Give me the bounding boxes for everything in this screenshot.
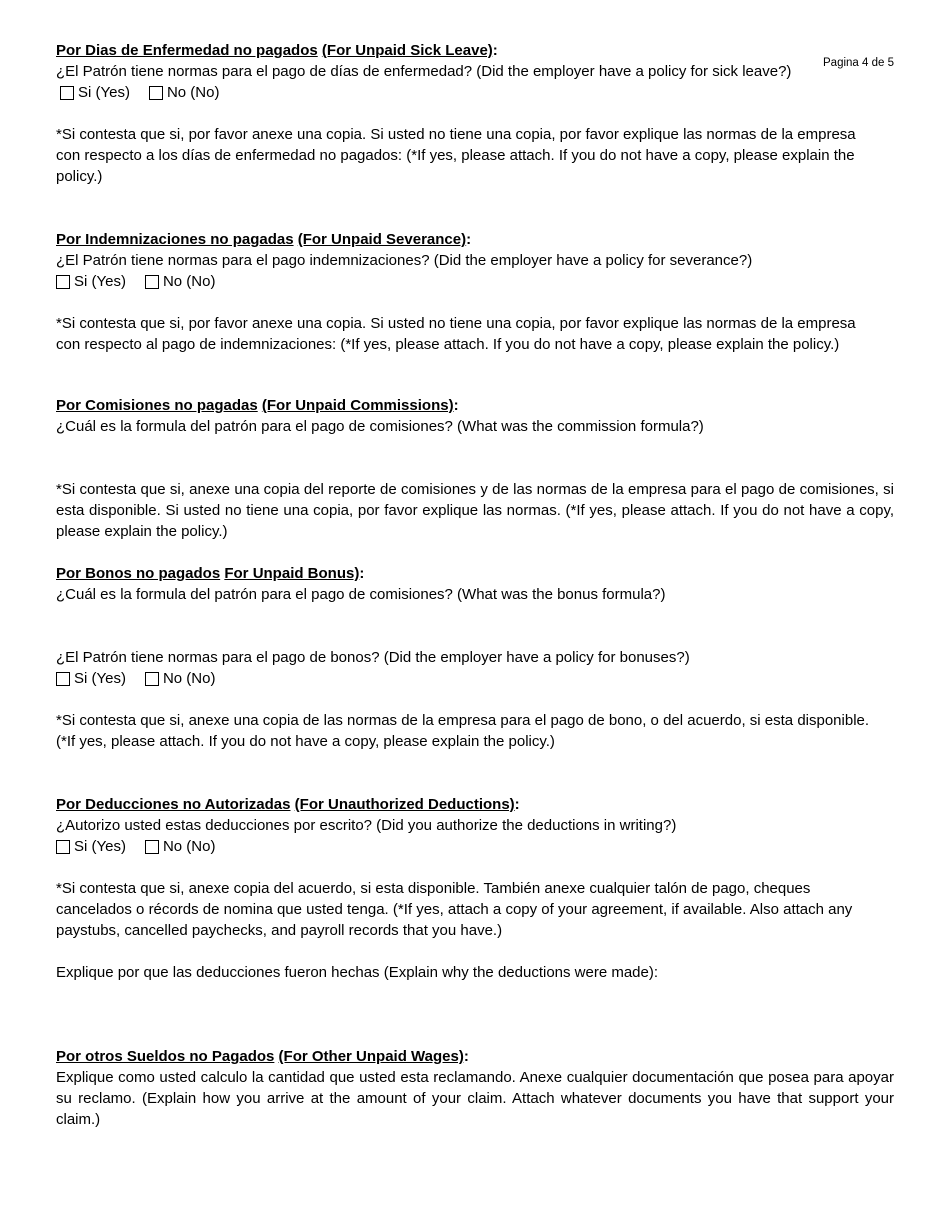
sick-leave-no-option[interactable] [149, 82, 220, 103]
sick-leave-no-checkbox[interactable] [149, 86, 163, 100]
commissions-heading: Por Comisiones no pagadas (For Unpaid Commissions): [56, 397, 459, 414]
deductions-heading-es: Por Deducciones no Autorizadas [56, 796, 291, 813]
bonus-no-label: No (No) [162, 670, 216, 687]
sick-leave-heading: Por Dias de Enfermedad no pagados (For Unpaid Sick Leave): [56, 42, 498, 59]
deductions-options [56, 836, 894, 857]
bonus-question-2: ¿El Patrón tiene normas para el pago de bonos? (Did the employer have a policy for bonuses?) [56, 649, 690, 666]
deductions-no-label: No (No) [162, 838, 216, 855]
other-wages-note: Explique como usted calculo la cantidad que usted esta reclamando. Anexe cualquier documentación que posea para apoyar su reclamo. (Explain how you arrive at the amount of your claim. Attach whatever documents you have that support your claim.) [56, 1069, 894, 1128]
severance-yes-option[interactable] [56, 271, 126, 292]
bonus-note-1: *Si contesta que si, anexe una copia de las normas de la empresa para el pago de bono, o del acuerdo, si esta disponible. [56, 712, 870, 729]
severance-heading: Por Indemnizaciones no pagadas (For Unpaid Severance): [56, 231, 472, 248]
sick-leave-note-3: policy.) [56, 168, 103, 185]
severance-note-1: *Si contesta que si, por favor anexe una copia. Si usted no tiene una copia, por favor explique las normas de la empresa [56, 315, 856, 332]
other-wages-heading-en: (For Other Unpaid Wages) [278, 1048, 464, 1065]
severance-heading-en: (For Unpaid Severance) [297, 231, 467, 248]
sick-leave-yes-checkbox[interactable] [60, 86, 74, 100]
bonus-no-option[interactable] [145, 668, 216, 689]
severance-options [56, 271, 894, 292]
other-wages-heading-es: Por otros Sueldos no Pagados [56, 1048, 275, 1065]
severance-note-2: con respecto al pago de indemnizaciones: (*If yes, please attach. If you do not have a copy, please explain the policy.) [56, 336, 840, 353]
sick-leave-yes-option[interactable] [60, 82, 130, 103]
page-number: Pagina 4 de 5 [823, 57, 894, 69]
bonus-no-checkbox[interactable] [145, 672, 159, 686]
sick-leave-note-2: con respecto a los días de enfermedad no pagados: (*If yes, please attach. If you do not have a copy, please explain the [56, 147, 855, 164]
deductions-yes-checkbox[interactable] [56, 840, 70, 854]
deductions-question: ¿Autorizo usted estas deducciones por escrito? (Did you authorize the deductions in writing?) [56, 817, 677, 834]
bonus-options [56, 668, 894, 689]
bonus-yes-label: Si (Yes) [74, 670, 126, 687]
bonus-heading-en: For Unpaid Bonus) [224, 565, 360, 582]
deductions-note-1: *Si contesta que si, anexe copia del acuerdo, si esta disponible. También anexe cualquier talón de pago, cheques [56, 880, 811, 897]
sick-leave-yes-label: Si (Yes) [78, 84, 130, 101]
sick-leave-options [56, 82, 894, 103]
severance-yes-checkbox[interactable] [56, 275, 70, 289]
commissions-heading-es: Por Comisiones no pagadas [56, 397, 258, 414]
severance-no-label: No (No) [162, 273, 216, 290]
severance-question: ¿El Patrón tiene normas para el pago indemnizaciones? (Did the employer have a policy for severance?) [56, 252, 753, 269]
deductions-explain: Explique por que las deducciones fueron hechas (Explain why the deductions were made): [56, 964, 659, 981]
commissions-question: ¿Cuál es la formula del patrón para el pago de comisiones? (What was the commission formula?) [56, 418, 704, 435]
deductions-yes-option[interactable] [56, 836, 126, 857]
deductions-note-3: paystubs, cancelled paychecks, and payroll records that you have.) [56, 922, 503, 939]
deductions-heading: Por Deducciones no Autorizadas (For Unauthorized Deductions): [56, 796, 520, 813]
sick-leave-heading-en: (For Unpaid Sick Leave) [321, 42, 493, 59]
bonus-heading-es: Por Bonos no pagados [56, 565, 221, 582]
deductions-note-2: cancelados o récords de nomina que usted tenga. (*If yes, attach a copy of your agreement, if available. Also attach any [56, 901, 853, 918]
deductions-heading-en: (For Unauthorized Deductions) [294, 796, 515, 813]
commissions-heading-en: (For Unpaid Commissions) [261, 397, 454, 414]
severance-yes-label: Si (Yes) [74, 273, 126, 290]
sick-leave-no-label: No (No) [166, 84, 220, 101]
bonus-yes-option[interactable] [56, 668, 126, 689]
severance-no-checkbox[interactable] [145, 275, 159, 289]
bonus-note-2: (*If yes, please attach. If you do not have a copy, please explain the policy.) [56, 733, 555, 750]
sick-leave-heading-es: Por Dias de Enfermedad no pagados [56, 42, 318, 59]
bonus-heading: Por Bonos no pagados For Unpaid Bonus): [56, 565, 365, 582]
commissions-note: *Si contesta que si, anexe una copia del reporte de comisiones y de las normas de la empresa para el pago de comisiones, si esta disponible. Si usted no tiene una copia, por favor explique las normas. (*If yes, please attach. If you do not have a copy, please explain the policy.) [56, 481, 894, 540]
other-wages-heading: Por otros Sueldos no Pagados (For Other Unpaid Wages): [56, 1048, 469, 1065]
bonus-question: ¿Cuál es la formula del patrón para el pago de comisiones? (What was the bonus formula?) [56, 586, 666, 603]
deductions-no-checkbox[interactable] [145, 840, 159, 854]
deductions-yes-label: Si (Yes) [74, 838, 126, 855]
sick-leave-note-1: *Si contesta que si, por favor anexe una copia. Si usted no tiene una copia, por favor explique las normas de la empresa [56, 126, 856, 143]
severance-heading-es: Por Indemnizaciones no pagadas [56, 231, 294, 248]
deductions-no-option[interactable] [145, 836, 216, 857]
form-content [56, 40, 894, 1130]
sick-leave-question: ¿El Patrón tiene normas para el pago de días de enfermedad? (Did the employer have a policy for sick leave?) [56, 63, 792, 80]
severance-no-option[interactable] [145, 271, 216, 292]
bonus-yes-checkbox[interactable] [56, 672, 70, 686]
